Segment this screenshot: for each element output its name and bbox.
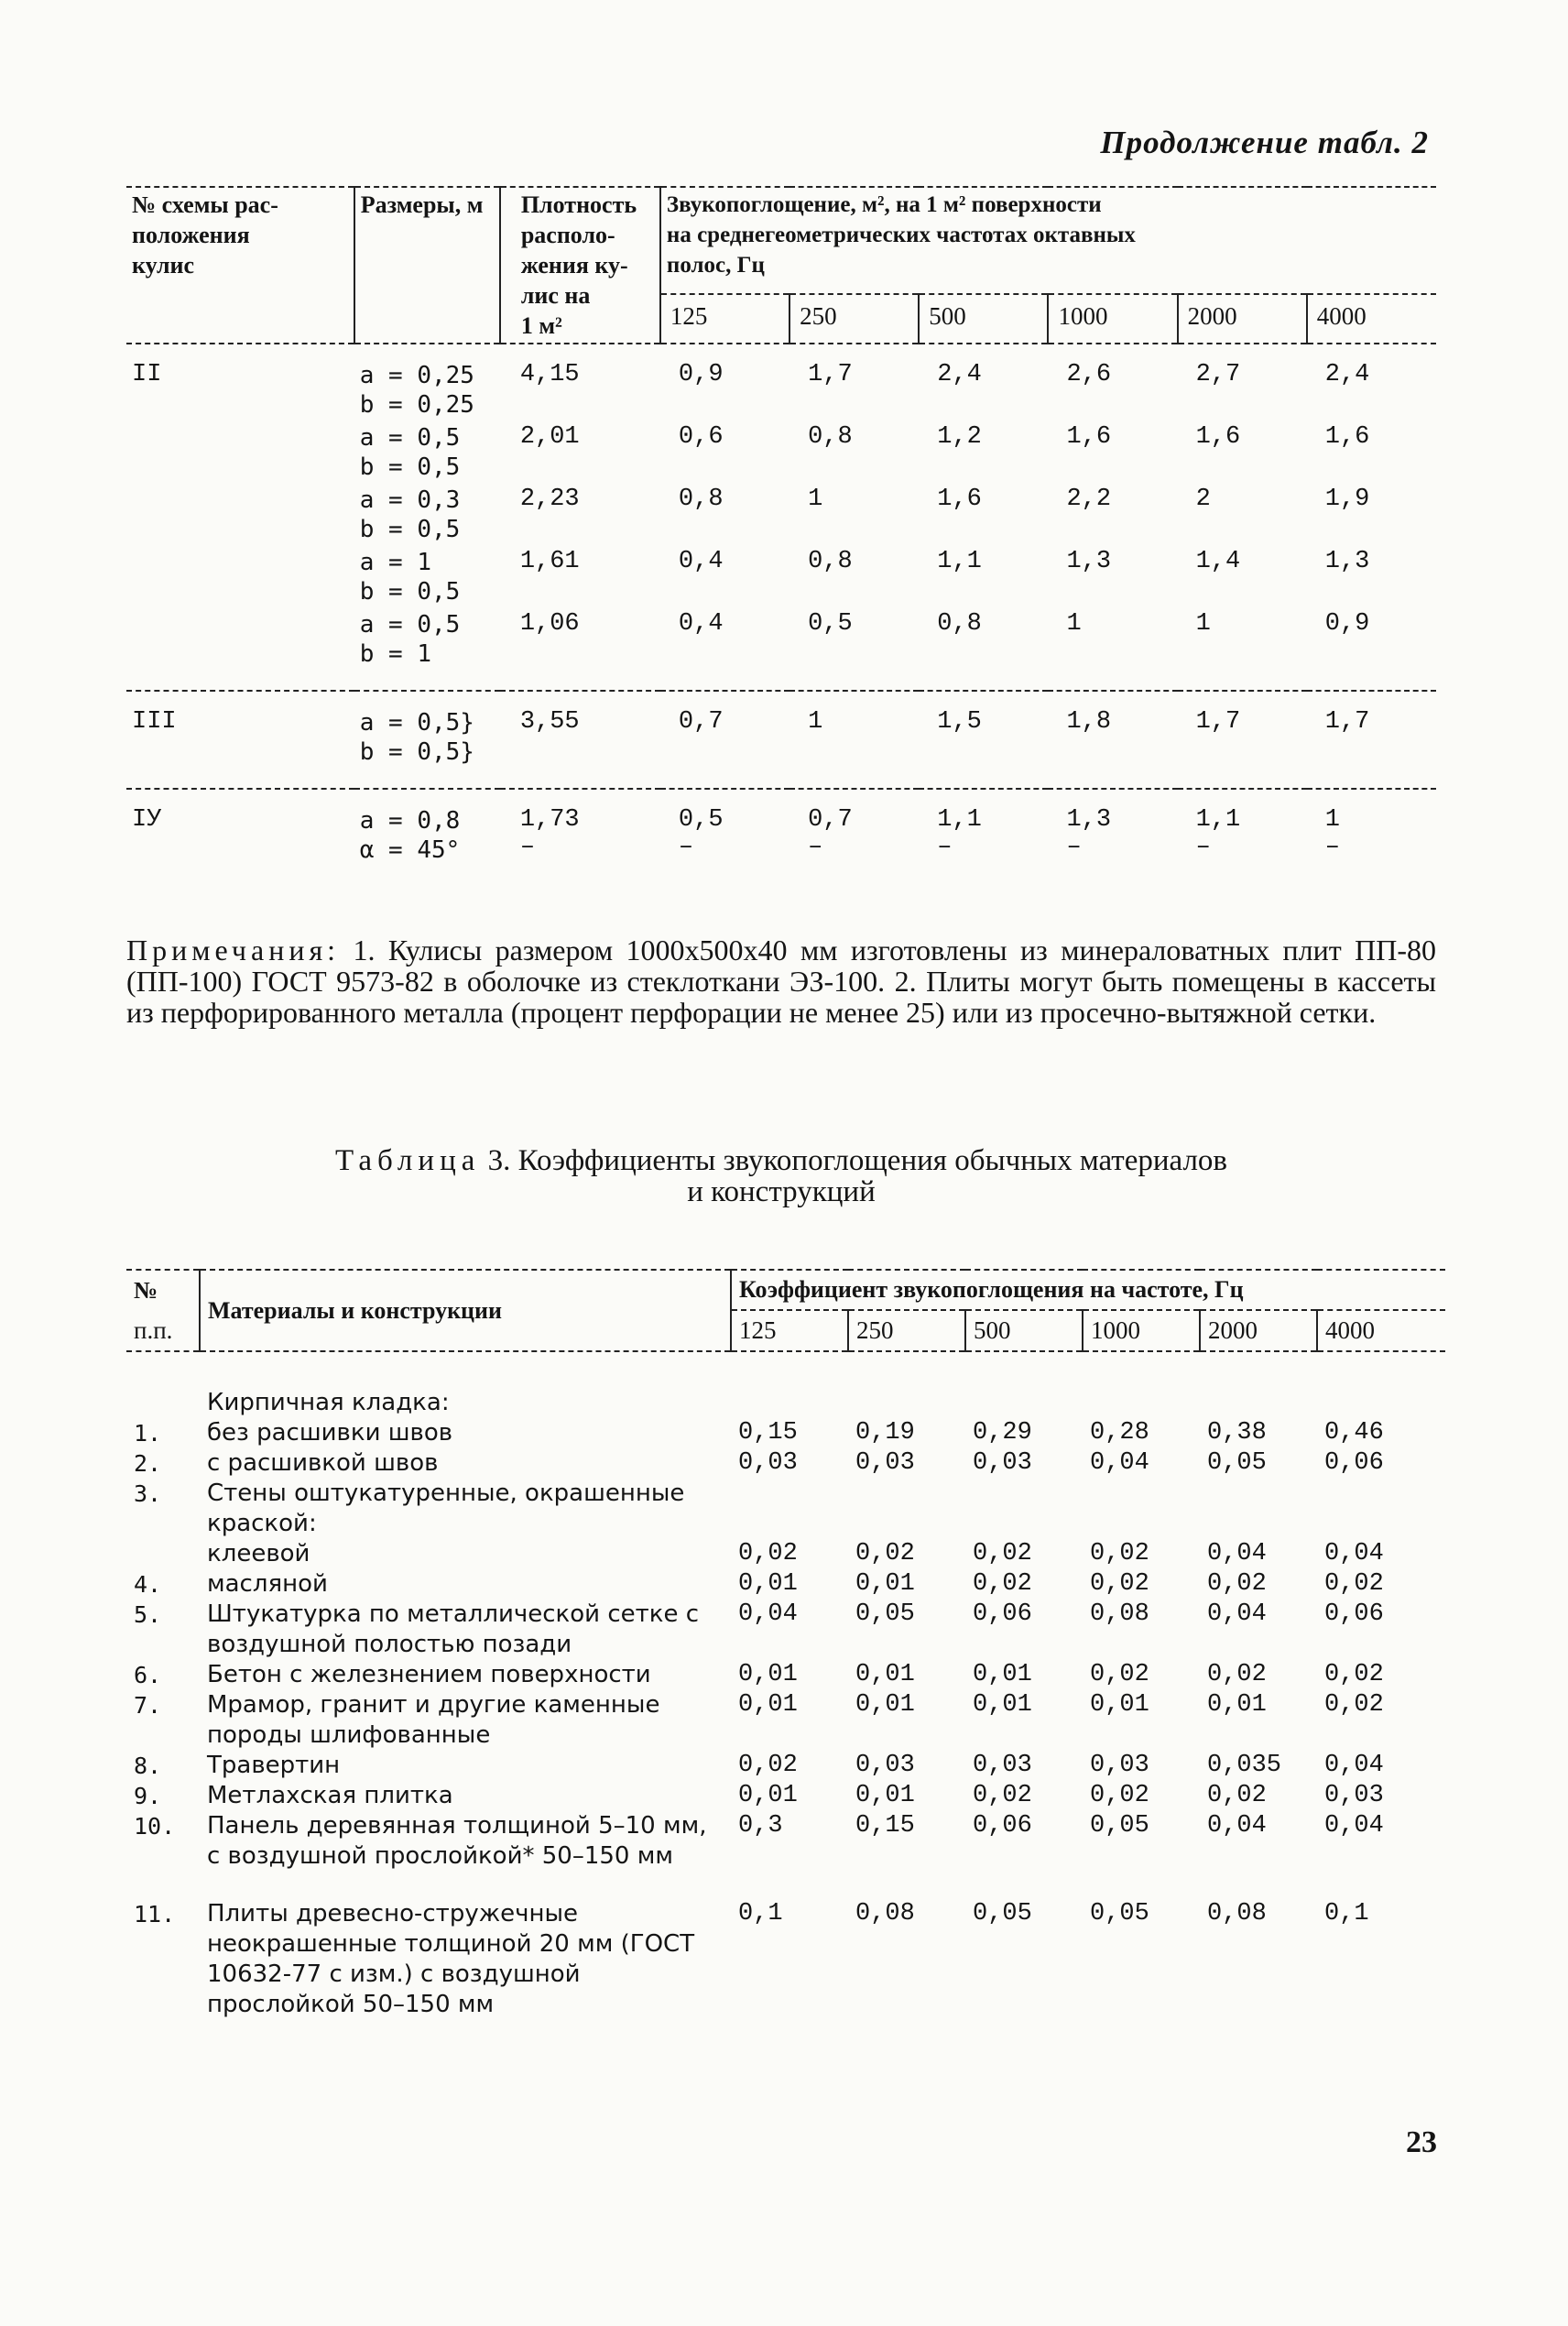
table3-row [126,1751,1445,1781]
material-name: Панель деревянная толщиной 5–10 мм, с воздушной прослойкой* 50–150 мм [207,1812,707,1870]
table3-row [126,1418,1445,1448]
coefficient-value: 0,01 [738,1691,798,1719]
absorption-value: 1 [808,486,823,513]
coefficient-value [1083,1388,1200,1418]
density-cell: 2,23 [519,486,580,513]
coefficient-value: 0,02 [973,1540,1032,1567]
table-3-caption [126,1145,1436,1207]
notes-text: 1. Кулисы размером 1000х500х40 мм изготовлены из минераловатных плит ПП-80 (ПП-100) ГОСТ 9573-82 в оболочке из стеклоткани ЭЗ-100. 2. Плиты могут быть помещены в кассеты из перфорированного металла (процент перфорации не менее 25) или из просечно-вытяжной сетки. [126,934,1436,1029]
table3-row [126,1660,1445,1690]
material-name: Стены оштукатуренные, окрашенные краской: [207,1480,685,1537]
coefficient-value: 0,01 [738,1661,798,1688]
header-no-top: № [126,1270,200,1310]
absorption-value: 1,3 [1324,548,1370,575]
table2-row [126,546,1436,608]
row-number: 4. [134,1571,162,1598]
header-no-bottom: п.п. [126,1310,200,1351]
absorption-value: 0,7 – [808,806,853,861]
coefficient-value [731,1388,848,1418]
table2-freq-header: 500 [919,294,1048,344]
coefficient-value: 0,03 [738,1449,798,1477]
coefficient-value: 0,02 [973,1570,1032,1598]
row-number: 10. [134,1813,176,1840]
coefficient-value [1317,1388,1445,1418]
coefficient-value: 0,15 [855,1812,915,1840]
size-cell: a = 0,8 α = 45° [359,807,461,864]
table3-freq-header: 125 [731,1310,848,1351]
row-number: 11. [134,1901,176,1927]
absorption-value: 2,7 [1195,361,1241,388]
coefficient-value: 0,05 [1207,1449,1267,1477]
continuation-caption: Продолжение табл. 2 [1100,125,1429,160]
absorption-value: 0,5 [808,610,853,638]
table2-row [126,484,1436,546]
page-number: 23 [1406,2125,1437,2159]
absorption-value: 0,4 [678,548,724,575]
density-cell: 1,06 [519,610,580,638]
absorption-value: 1,7 [1324,708,1370,736]
coefficient-value [1200,1479,1317,1539]
coefficient-value: 0,05 [855,1600,915,1628]
material-name: масляной [207,1570,328,1598]
coefficient-value: 0,08 [1207,1900,1267,1927]
absorption-value: 0,5 – [678,806,724,861]
coefficient-value: 0,02 [738,1540,798,1567]
coefficient-value: 0,05 [973,1900,1032,1927]
coefficient-value: 0,02 [855,1540,915,1567]
table-3-label: Таблица [334,1144,481,1177]
coefficient-value: 0,06 [1324,1600,1384,1628]
coefficient-value: 0,02 [1090,1540,1149,1567]
table3-freq-header: 4000 [1317,1310,1445,1351]
table3-row [126,1539,1445,1569]
coefficient-value: 0,01 [855,1661,915,1688]
material-name: Плиты древесно-стружечные неокрашенные толщиной 20 мм (ГОСТ 10632-77 с изм.) с воздушной прослойкой 50–150 мм [207,1900,695,2018]
header-absorption: Звукопоглощение, м², на 1 м² поверхности на среднегеометрических частотах октавных полос, Гц [660,187,1436,294]
table2-row [126,421,1436,484]
coefficient-value [965,1388,1083,1418]
material-name: без расшивки швов [207,1419,453,1447]
header-density: Плотность располо- жения ку- лис на 1 м² [500,187,660,344]
absorption-value: 2 [1195,486,1211,513]
coefficient-value: 0,02 [1090,1570,1149,1598]
absorption-value: 2,4 [937,361,982,388]
absorption-value: 1,4 [1195,548,1241,575]
table-3-title: 3. Коэффициенты звукопоглощения обычных материалов и конструкций [487,1144,1228,1208]
coefficient-value: 0,01 [1090,1691,1149,1719]
table3-freq-header: 1000 [1083,1310,1200,1351]
coefficient-value: 0,03 [855,1752,915,1779]
absorption-value: 0,6 [678,423,724,451]
absorption-value: 1,3 – [1066,806,1112,861]
row-number: 6. [134,1662,162,1688]
absorption-value: 0,9 [1324,610,1370,638]
absorption-value: 1,6 [1066,423,1112,451]
table2-row [126,691,1436,769]
absorption-value: 1,6 [1195,423,1241,451]
coefficient-value: 0,02 [1324,1661,1384,1688]
size-cell: a = 0,5 b = 1 [359,611,461,668]
density-cell: 2,01 [519,423,580,451]
coefficient-value: 0,02 [1324,1570,1384,1598]
table3-row [126,1600,1445,1660]
coefficient-value: 0,04 [1324,1540,1384,1567]
table3-row [126,1781,1445,1811]
table3-row [126,1811,1445,1872]
absorption-value: 0,4 [678,610,724,638]
coefficient-value [731,1479,848,1539]
coefficient-value [1083,1479,1200,1539]
header-coef: Коэффициент звукопоглощения на частоте, Гц [731,1270,1445,1310]
size-cell: a = 0,25 b = 0,25 [359,362,474,419]
coefficient-value: 0,05 [1090,1812,1149,1840]
coefficient-value: 0,29 [973,1419,1032,1447]
table3-row [126,1388,1445,1418]
scheme-cell: III [132,708,177,736]
absorption-value: 1 [1066,610,1082,638]
coefficient-value: 0,04 [1324,1752,1384,1779]
size-cell: a = 0,5 b = 0,5 [359,424,461,481]
coefficient-value: 0,01 [973,1661,1032,1688]
table2-freq-header: 1000 [1048,294,1177,344]
coefficient-value: 0,01 [855,1691,915,1719]
notes-label: Примечания: [126,934,341,966]
row-number: 7. [134,1692,162,1719]
density-cell: 3,55 [519,708,580,736]
coefficient-value: 0,08 [1090,1600,1149,1628]
coefficient-value: 0,03 [1090,1752,1149,1779]
header-material: Материалы и конструкции [200,1270,731,1351]
material-name: с расшивкой швов [207,1449,439,1477]
table2-freq-header: 4000 [1307,294,1436,344]
table2-row [126,608,1436,671]
absorption-value: 1,6 [937,486,982,513]
material-name: Травертин [207,1752,341,1779]
table3-row [126,1569,1445,1600]
absorption-value: 1,7 [808,361,853,388]
coefficient-value: 0,04 [1207,1540,1267,1567]
coefficient-value: 0,28 [1090,1419,1149,1447]
coefficient-value: 0,02 [738,1752,798,1779]
table3-freq-header: 500 [965,1310,1083,1351]
absorption-value: 2,6 [1066,361,1112,388]
absorption-value: 0,7 [678,708,724,736]
absorption-value: 0,8 [808,423,853,451]
absorption-value: 1,1 [937,548,982,575]
coefficient-value [848,1479,965,1539]
coefficient-value: 0,02 [1207,1661,1267,1688]
coefficient-value: 0,02 [1090,1661,1149,1688]
coefficient-value: 0,01 [738,1570,798,1598]
coefficient-value: 0,02 [1090,1782,1149,1809]
row-number: 5. [134,1601,162,1628]
material-name: Кирпичная кладка: [207,1389,450,1416]
table2-freq-header: 2000 [1178,294,1307,344]
absorption-value: 1 [808,708,823,736]
row-number: 9. [134,1783,162,1809]
table-2-notes [126,934,1436,1028]
absorption-value: 2,2 [1066,486,1112,513]
coefficient-value: 0,01 [1207,1691,1267,1719]
coefficient-value: 0,15 [738,1419,798,1447]
coefficient-value [848,1388,965,1418]
table3-freq-header: 250 [848,1310,965,1351]
table3-row [126,1448,1445,1479]
material-name: Бетон с железнением поверхности [207,1661,651,1688]
coefficient-value: 0,01 [738,1782,798,1809]
coefficient-value: 0,08 [855,1900,915,1927]
row-number: 1. [134,1420,162,1447]
scheme-cell: II [132,361,162,388]
coefficient-value: 0,02 [1207,1570,1267,1598]
size-cell: a = 1 b = 0,5 [359,549,461,606]
material-name: Мрамор, гранит и другие каменные породы шлифованные [207,1691,660,1749]
absorption-value: 1,6 [1324,423,1370,451]
table3-freq-header: 2000 [1200,1310,1317,1351]
coefficient-value: 0,06 [973,1600,1032,1628]
scheme-cell [126,546,354,608]
coefficient-value: 0,06 [973,1812,1032,1840]
absorption-value: 1,9 [1324,486,1370,513]
coefficient-value: 0,19 [855,1419,915,1447]
material-name: Штукатурка по металлической сетке с воздушной полостью позади [207,1600,700,1658]
absorption-value: 1,2 [937,423,982,451]
coefficient-value: 0,38 [1207,1419,1267,1447]
absorption-value: 1 – [1324,806,1340,861]
coefficient-value: 0,01 [973,1691,1032,1719]
row-number: 3. [134,1480,162,1507]
coefficient-value: 0,01 [855,1570,915,1598]
table3-row [126,1899,1445,2020]
coefficient-value: 0,03 [855,1449,915,1477]
table2-row [126,344,1436,421]
header-sizes: Размеры, м [354,187,500,344]
coefficient-value: 0,03 [973,1449,1032,1477]
table2-row [126,789,1436,867]
coefficient-value: 0,035 [1207,1752,1282,1779]
coefficient-value: 0,06 [1324,1449,1384,1477]
scheme-cell [126,608,354,671]
absorption-value: 0,8 [808,548,853,575]
table2-freq-header: 250 [789,294,919,344]
absorption-value: 1,7 [1195,708,1241,736]
material-name: Метлахская плитка [207,1782,453,1809]
coefficient-value: 0,05 [1090,1900,1149,1927]
table2-freq-header: 125 [660,294,789,344]
coefficient-value: 0,1 [1324,1900,1369,1927]
absorption-value: 1,3 [1066,548,1112,575]
material-name: клеевой [207,1540,310,1567]
coefficient-value: 0,03 [973,1752,1032,1779]
table3-row [126,1690,1445,1751]
row-number: 2. [134,1450,162,1477]
coefficient-value: 0,04 [1207,1600,1267,1628]
coefficient-value: 0,02 [1207,1782,1267,1809]
row-number: 8. [134,1753,162,1779]
row-number [126,1388,200,1418]
coefficient-value [1317,1479,1445,1539]
density-cell: 1,61 [519,548,580,575]
absorption-value: 0,8 [937,610,982,638]
scheme-cell: IУ [132,806,162,834]
coefficient-value: 0,1 [738,1900,783,1927]
absorption-value: 1,1 – [937,806,982,861]
header-scheme: № схемы рас- положения кулис [126,187,354,344]
coefficient-value: 0,04 [1207,1812,1267,1840]
coefficient-value: 0,01 [855,1782,915,1809]
coefficient-value: 0,02 [973,1782,1032,1809]
table-3 [126,1269,1445,2020]
coefficient-value: 0,46 [1324,1419,1384,1447]
coefficient-value: 0,02 [1324,1691,1384,1719]
absorption-value: 1,5 [937,708,982,736]
scheme-cell [126,484,354,546]
density-cell: 4,15 [519,361,580,388]
coefficient-value: 0,04 [1324,1812,1384,1840]
row-number [126,1539,200,1569]
size-cell: a = 0,5} b = 0,5} [359,709,474,766]
size-cell: a = 0,3 b = 0,5 [359,486,461,543]
absorption-value: 1 [1195,610,1211,638]
coefficient-value: 0,3 [738,1812,783,1840]
coefficient-value [1200,1388,1317,1418]
absorption-value: 1,1 – [1195,806,1241,861]
absorption-value: 0,8 [678,486,724,513]
coefficient-value: 0,04 [738,1600,798,1628]
absorption-value: 0,9 [678,361,724,388]
coefficient-value: 0,04 [1090,1449,1149,1477]
table-2 [126,186,1436,887]
coefficient-value: 0,03 [1324,1782,1384,1809]
coefficient-value [965,1479,1083,1539]
scheme-cell [126,421,354,484]
absorption-value: 2,4 [1324,361,1370,388]
absorption-value: 1,8 [1066,708,1112,736]
density-cell: 1,73 – [519,806,580,861]
table3-row [126,1479,1445,1539]
